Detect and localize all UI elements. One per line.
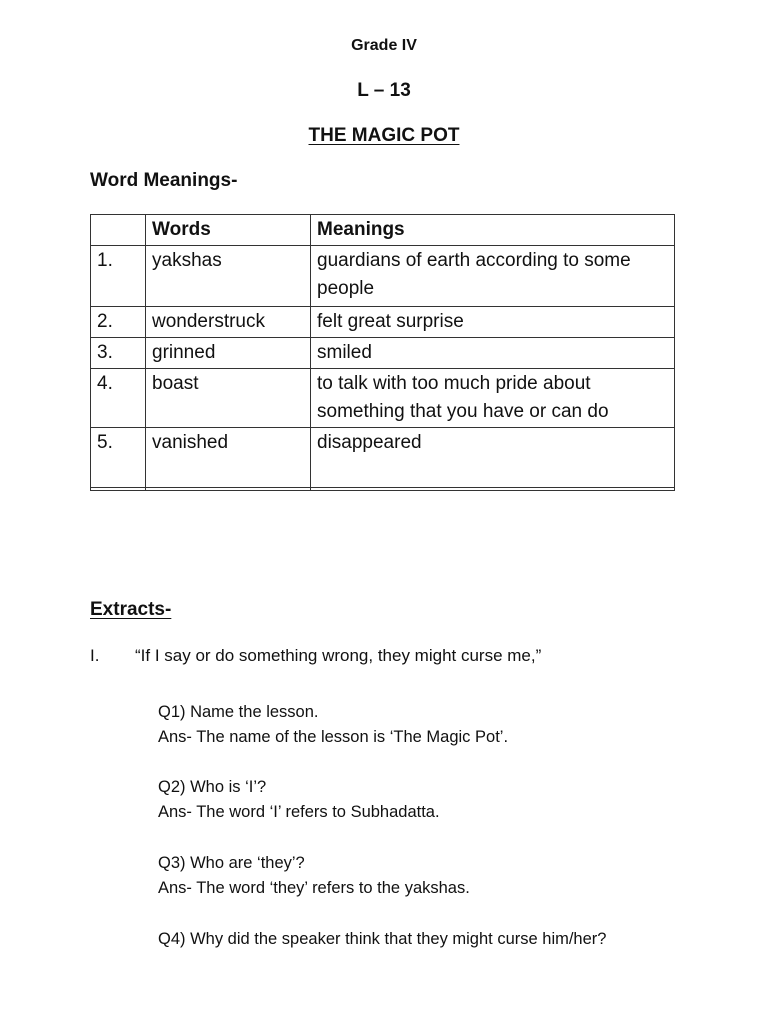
question-text: Q3) Who are ‘they’? <box>158 854 305 872</box>
question-answer-block <box>158 851 470 901</box>
row-word: vanished <box>146 428 311 488</box>
question-answer-block <box>158 927 606 952</box>
table-row <box>91 369 675 428</box>
row-number: 2. <box>91 307 146 338</box>
lesson-title-wrapper <box>0 125 768 147</box>
header-cell-words: Words <box>146 215 311 246</box>
word-meanings-heading: Word Meanings- <box>90 170 238 191</box>
header-cell-number <box>91 215 146 246</box>
header-cell-meanings: Meanings <box>311 215 675 246</box>
answer-text: Ans- The word ‘I’ refers to Subhadatta. <box>158 803 440 821</box>
row-meaning: to talk with too much pride about something that you have or can do <box>311 369 675 428</box>
row-word <box>146 488 311 491</box>
row-number <box>91 488 146 491</box>
row-meaning: smiled <box>311 338 675 369</box>
question-text: Q2) Who is ‘I’? <box>158 778 267 796</box>
row-number: 1. <box>91 246 146 307</box>
extract-number: I. <box>90 646 100 665</box>
row-meaning <box>311 488 675 491</box>
extracts-heading: Extracts- <box>90 599 172 620</box>
row-number: 5. <box>91 428 146 488</box>
answer-text: Ans- The word ‘they’ refers to the yakshas. <box>158 879 470 897</box>
lesson-title: THE MAGIC POT <box>308 125 460 146</box>
word-meanings-table <box>90 214 675 491</box>
question-answer-block <box>158 700 508 750</box>
row-number: 3. <box>91 338 146 369</box>
row-word: wonderstruck <box>146 307 311 338</box>
table-row <box>91 428 675 488</box>
answer-text: Ans- The name of the lesson is ‘The Magic Pot’. <box>158 728 509 746</box>
table-row <box>91 307 675 338</box>
table-row <box>91 246 675 307</box>
row-meaning: disappeared <box>311 428 675 488</box>
table-row-empty <box>91 488 675 491</box>
row-number: 4. <box>91 369 146 428</box>
row-meaning: felt great surprise <box>311 307 675 338</box>
row-word: grinned <box>146 338 311 369</box>
row-meaning: guardians of earth according to some people <box>311 246 675 307</box>
table-header-row <box>91 215 675 246</box>
grade-label: Grade IV <box>351 37 417 54</box>
question-answer-block <box>158 775 440 825</box>
table-row <box>91 338 675 369</box>
extract-quote: “If I say or do something wrong, they might curse me,” <box>135 646 542 665</box>
lesson-number: L – 13 <box>357 80 411 101</box>
row-word: boast <box>146 369 311 428</box>
row-word: yakshas <box>146 246 311 307</box>
question-text: Q4) Why did the speaker think that they might curse him/her? <box>158 930 607 948</box>
question-text: Q1) Name the lesson. <box>158 703 319 721</box>
